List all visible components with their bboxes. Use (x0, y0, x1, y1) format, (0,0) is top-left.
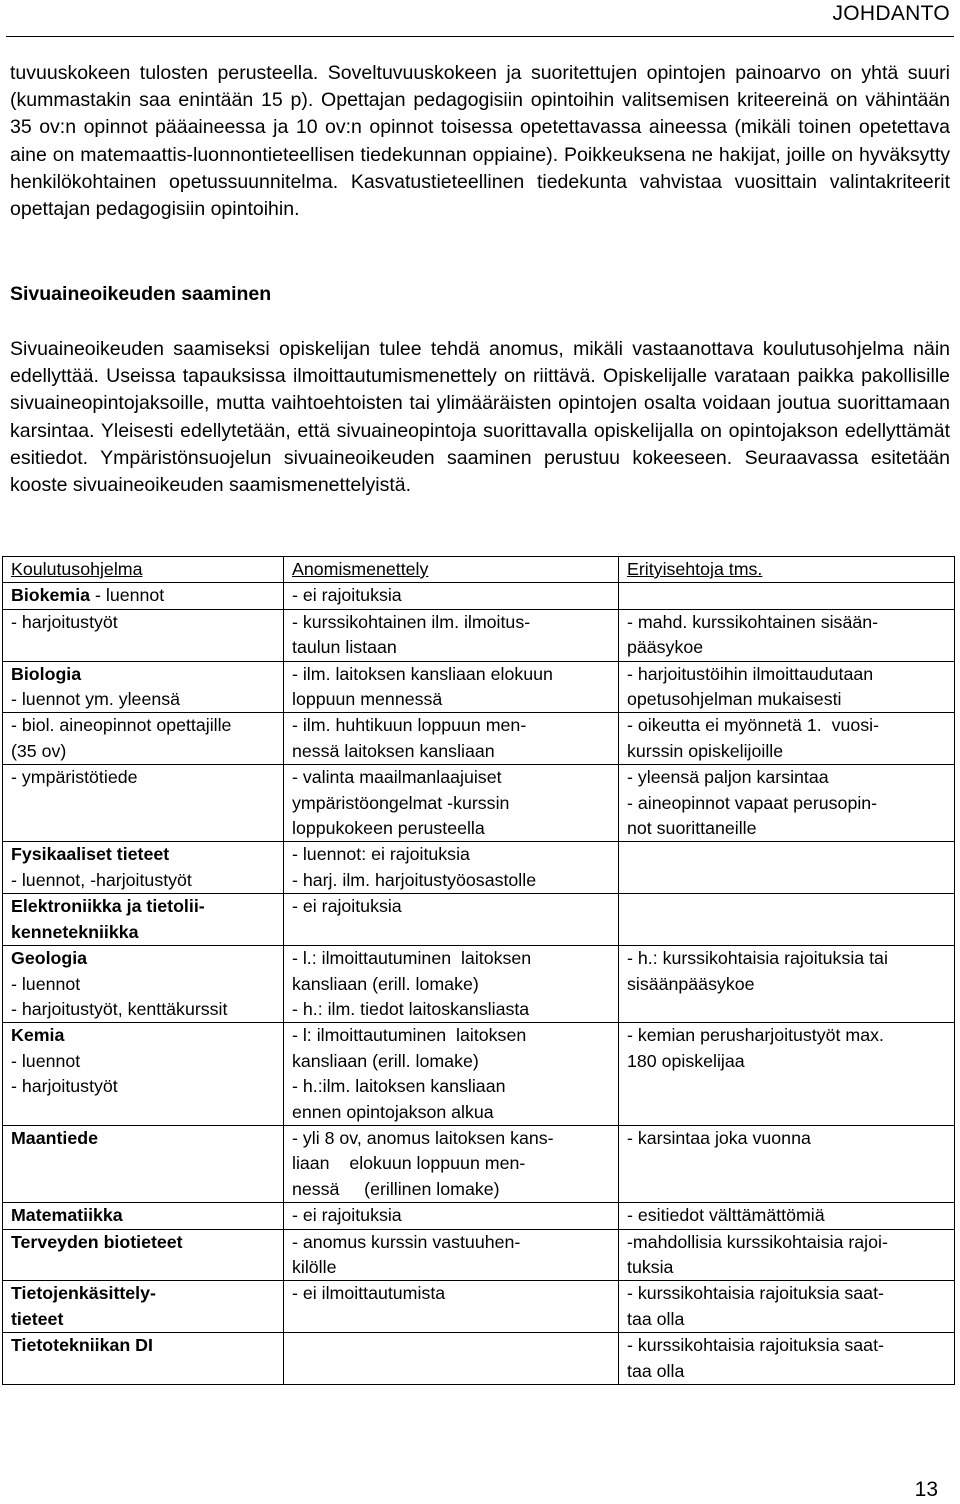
program-line (11, 1074, 277, 1099)
running-header: JOHDANTO (832, 2, 950, 25)
program-cell (3, 661, 284, 713)
conditions-cell (619, 713, 955, 765)
application-cell (284, 1203, 619, 1229)
program-detail: - luennot (11, 1050, 81, 1071)
program-detail: - harjoitustyöt, kenttäkurssit (11, 998, 228, 1019)
table-row (3, 842, 955, 894)
program-line (11, 739, 277, 764)
application-line: - ilm. huhtikuun loppuun men- (292, 715, 527, 736)
program-line (11, 1230, 277, 1255)
application-cell (284, 842, 619, 894)
conditions-line: taa olla (627, 1360, 685, 1381)
conditions-line: kurssin opiskelijoille (627, 740, 784, 761)
application-line: kilölle (292, 1256, 337, 1277)
application-line: ennen opintojakson alkua (292, 1101, 494, 1122)
conditions-cell (619, 661, 955, 713)
table-row (3, 946, 955, 1023)
application-line: - ei rajoituksia (292, 585, 402, 606)
table-row (3, 713, 955, 765)
application-line: liaan elokuun loppuun men- (292, 1153, 526, 1174)
program-line (11, 1307, 277, 1332)
conditions-line: - oikeutta ei myönnetä 1. vuosi- (627, 715, 880, 736)
conditions-line: - h.: kurssikohtaisia rajoituksia tai (627, 948, 888, 969)
table-row (3, 1333, 955, 1385)
program-cell (3, 765, 284, 842)
conditions-cell (619, 609, 955, 661)
conditions-line: - esitiedot välttämättömiä (627, 1205, 825, 1226)
application-cell (284, 661, 619, 713)
application-line: ympäristöongelmat -kurssin (292, 792, 510, 813)
application-line: taulun listaan (292, 637, 397, 658)
program-line (11, 1333, 277, 1358)
conditions-line: taa olla (627, 1308, 685, 1329)
conditions-cell (619, 1333, 955, 1385)
program-line (11, 894, 277, 919)
conditions-cell (619, 946, 955, 1023)
program-name: kennetekniikka (11, 921, 139, 942)
conditions-line: - aineopinnot vapaat perusopin- (627, 792, 878, 813)
table-row (3, 894, 955, 946)
program-detail: - ympäristötiede (11, 767, 138, 788)
conditions-line: - yleensä paljon karsintaa (627, 767, 829, 788)
table-row (3, 583, 955, 609)
program-cell (3, 1229, 284, 1281)
program-detail: - harjoitustyöt (11, 1076, 118, 1097)
conditions-cell (619, 1023, 955, 1126)
conditions-line: - mahd. kurssikohtainen sisään- (627, 611, 879, 632)
application-line: loppukokeen perusteella (292, 818, 485, 839)
application-cell (284, 713, 619, 765)
program-name: Tietotekniikan DI (11, 1335, 153, 1356)
program-line (11, 997, 277, 1022)
page-number: 13 (914, 1478, 938, 1501)
section-text: Sivuaineoikeuden saamiseksi opiskelijan tulee tehdä anomus, mikäli vastaanottava koulutusohjelma näin edellyttää. Useissa tapauksissa ilmoittautumismenettely on riittävä. Opiskelijalle varataan paikka pakollisille sivuaineopintojaksoille, mutta vaihtoehtoisten tai ylimääräisten opintojen osalta voidaan joutua suorittamaan karsintaa. Yleisesti edellytetään, että sivuaineopintoja suorittavalla opiskelijalla on opintojakson edellyttämät esitiedot. Ympäristönsuojelun sivuaineoikeuden saaminen perustuu kokeeseen. Seuraavassa esitetään kooste sivuaineoikeuden saamismenettelyistä. (10, 338, 950, 497)
program-cell (3, 583, 284, 609)
conditions-line: pääsykoe (627, 637, 704, 658)
conditions-cell (619, 1281, 955, 1333)
program-cell (3, 842, 284, 894)
program-line (11, 1023, 277, 1048)
conditions-line: -mahdollisia kurssikohtaisia rajoi- (627, 1231, 888, 1252)
conditions-cell (619, 1125, 955, 1202)
conditions-line: - kurssikohtaisia rajoituksia saat- (627, 1283, 884, 1304)
conditions-line: - harjoitustöihin ilmoittaudutaan (627, 663, 874, 684)
conditions-cell (619, 894, 955, 946)
program-cell (3, 946, 284, 1023)
application-line: - ei ilmoittautumista (292, 1283, 446, 1304)
program-line (11, 687, 277, 712)
application-cell (284, 1333, 619, 1385)
application-cell (284, 1229, 619, 1281)
conditions-line: 180 opiskelijaa (627, 1050, 745, 1071)
program-cell (3, 1023, 284, 1126)
application-line: kansliaan (erill. lomake) (292, 973, 479, 994)
program-line (11, 662, 277, 687)
application-line: - h.:ilm. laitoksen kansliaan (292, 1076, 506, 1097)
application-line: - kurssikohtainen ilm. ilmoitus- (292, 611, 531, 632)
program-name: Elektroniikka ja tietolii- (11, 896, 205, 917)
program-line (11, 1049, 277, 1074)
application-line: - ei rajoituksia (292, 1205, 402, 1226)
conditions-line: - kemian perusharjoitustyöt max. (627, 1025, 884, 1046)
table-row (3, 1203, 955, 1229)
program-cell (3, 713, 284, 765)
application-cell (284, 1023, 619, 1126)
application-line: loppuun mennessä (292, 689, 443, 710)
program-line (11, 1203, 277, 1228)
application-cell (284, 946, 619, 1023)
program-name: Kemia (11, 1025, 65, 1046)
application-line: - h.: ilm. tiedot laitoskansliasta (292, 998, 530, 1019)
program-line (11, 713, 277, 738)
table-row (3, 609, 955, 661)
program-line (11, 1281, 277, 1306)
program-detail: - luennot ym. yleensä (11, 689, 181, 710)
intro-text: tuvuuskokeen tulosten perusteella. Soveltuvuuskokeen ja suoritettujen opintojen painoarvo on yhtä suuri (kummastakin saa enintään 15 p). Opettajan pedagogisiin opintoihin valitsemisen kriteereinä on vähintään 35 ov:n opinnot pääaineessa ja 10 ov:n opinnot toisessa opetettavassa aineessa (mikäli toinen opetettava aine on matemaattis-luonnontieteellisen tiedekunnan oppiaine). Poikkeuksena ne hakijat, joille on hyväksytty henkilökohtainen opetussuunnitelma. Kasvatustieteellinen tiedekunta vahvistaa vuosittain valintakriteerit opettajan pedagogisiin opintoihin. (10, 62, 950, 221)
conditions-cell (619, 1229, 955, 1281)
application-line: - l.: ilmoittautuminen laitoksen (292, 948, 532, 969)
application-line: - luennot: ei rajoituksia (292, 844, 470, 865)
application-line: - yli 8 ov, anomus laitoksen kans- (292, 1127, 554, 1148)
conditions-cell (619, 765, 955, 842)
application-line: kansliaan (erill. lomake) (292, 1050, 479, 1071)
program-cell (3, 894, 284, 946)
program-line (11, 610, 277, 635)
application-line: - l: ilmoittautuminen laitoksen (292, 1025, 527, 1046)
program-name: Maantiede (11, 1127, 98, 1148)
program-cell (3, 1333, 284, 1385)
application-cell (284, 765, 619, 842)
program-name: tieteet (11, 1308, 64, 1329)
conditions-line: - karsintaa joka vuonna (627, 1127, 811, 1148)
application-cell (284, 894, 619, 946)
table-row (3, 1125, 955, 1202)
column-header-application: Anomismenettely (284, 557, 619, 583)
program-detail: (35 ov) (11, 740, 67, 761)
program-cell (3, 1281, 284, 1333)
application-cell (284, 1281, 619, 1333)
program-name: Fysikaaliset tieteet (11, 844, 170, 865)
program-detail: - luennot (11, 973, 81, 994)
program-line (11, 842, 277, 867)
program-line (11, 868, 277, 893)
intro-paragraph (10, 60, 950, 223)
application-cell (284, 583, 619, 609)
program-line (11, 1126, 277, 1151)
program-name: Biologia (11, 663, 82, 684)
table-row (3, 1229, 955, 1281)
conditions-cell (619, 583, 955, 609)
column-header-program: Koulutusohjelma (3, 557, 284, 583)
program-name: Geologia (11, 948, 88, 969)
conditions-line: tuksia (627, 1256, 674, 1277)
program-line (11, 583, 277, 608)
program-name: Terveyden biotieteet (11, 1231, 183, 1252)
program-line (11, 765, 277, 790)
conditions-cell (619, 842, 955, 894)
program-detail: - luennot (90, 585, 165, 606)
conditions-line: - kurssikohtaisia rajoituksia saat- (627, 1335, 884, 1356)
section-paragraph (10, 336, 950, 499)
table-row (3, 1023, 955, 1126)
program-detail: - luennot, -harjoitustyöt (11, 869, 192, 890)
program-cell (3, 1125, 284, 1202)
application-line: - harj. ilm. harjoitustyöosastolle (292, 869, 537, 890)
application-line: - anomus kurssin vastuuhen- (292, 1231, 521, 1252)
table-row (3, 1281, 955, 1333)
conditions-line: sisäänpääsykoe (627, 973, 755, 994)
table-row (3, 765, 955, 842)
program-cell (3, 1203, 284, 1229)
program-name: Matematiikka (11, 1205, 123, 1226)
application-line: nessä (erillinen lomake) (292, 1178, 500, 1199)
table-header-row (3, 557, 955, 583)
conditions-line: opetusohjelman mukaisesti (627, 689, 842, 710)
program-cell (3, 609, 284, 661)
application-line: nessä laitoksen kansliaan (292, 740, 495, 761)
application-cell (284, 609, 619, 661)
minor-subject-table (2, 556, 955, 1385)
header-rule (6, 36, 954, 37)
program-line (11, 920, 277, 945)
conditions-line: not suorittaneille (627, 818, 757, 839)
application-line: - ei rajoituksia (292, 896, 402, 917)
program-name: Biokemia (11, 585, 91, 606)
application-cell (284, 1125, 619, 1202)
section-heading: Sivuaineoikeuden saaminen (10, 283, 272, 305)
table-row (3, 661, 955, 713)
program-name: Tietojenkäsittely- (11, 1283, 156, 1304)
program-line (11, 972, 277, 997)
application-line: - valinta maailmanlaajuiset (292, 767, 502, 788)
program-detail: - biol. aineopinnot opettajille (11, 715, 232, 736)
column-header-conditions: Erityisehtoja tms. (619, 557, 955, 583)
program-line (11, 946, 277, 971)
program-detail: - harjoitustyöt (11, 611, 118, 632)
conditions-cell (619, 1203, 955, 1229)
application-line: - ilm. laitoksen kansliaan elokuun (292, 663, 553, 684)
